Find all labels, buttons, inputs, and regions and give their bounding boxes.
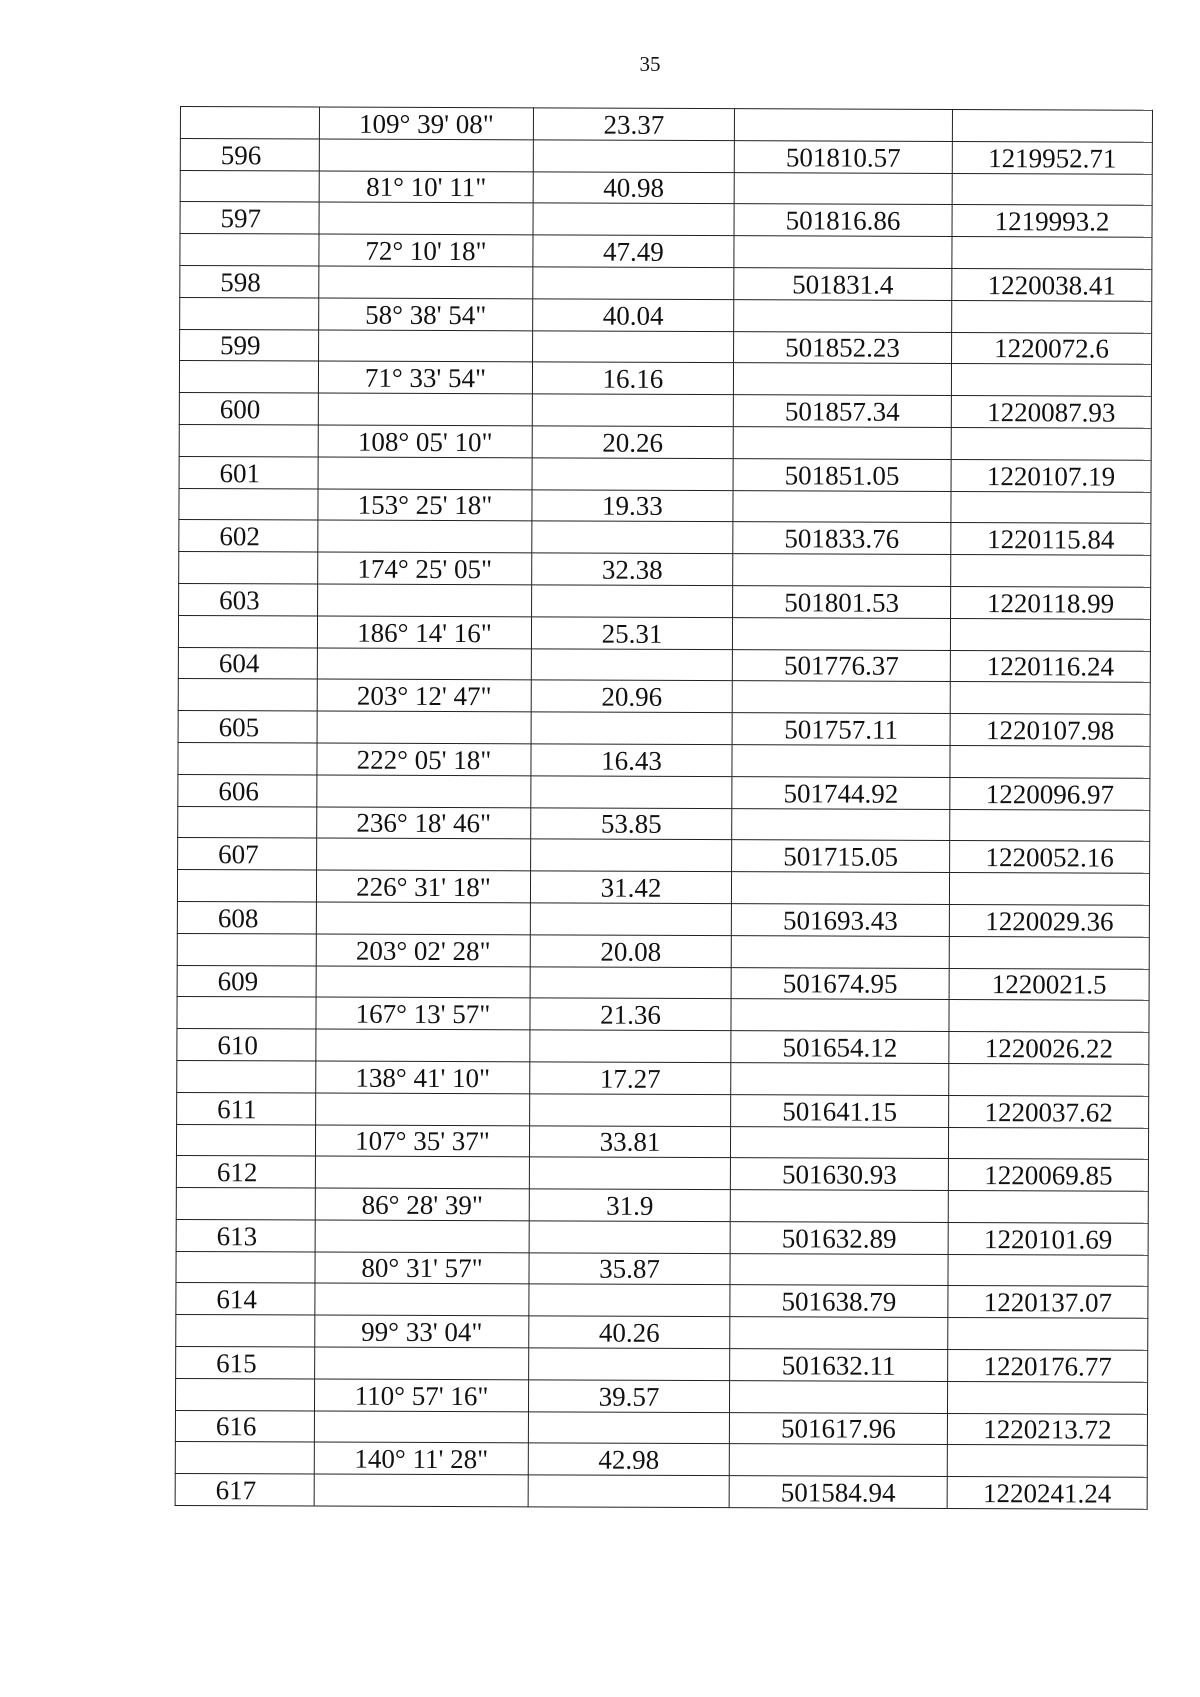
y-coordinate-cell xyxy=(951,427,1151,460)
table-row xyxy=(177,933,1149,969)
y-coordinate-cell xyxy=(952,173,1152,206)
x-coordinate-cell xyxy=(731,999,949,1032)
table-row xyxy=(180,265,1152,301)
x-coordinate-cell xyxy=(734,236,952,269)
table-row xyxy=(178,742,1150,778)
bearing-angle-cell: 226° 31' 18" xyxy=(316,870,530,903)
x-coordinate-cell xyxy=(734,172,952,205)
point-number-cell: 602 xyxy=(179,520,318,552)
bearing-angle-cell xyxy=(316,1029,530,1062)
table-row xyxy=(178,806,1150,842)
point-number-cell xyxy=(179,424,318,456)
x-coordinate-cell: 501654.12 xyxy=(731,1031,949,1064)
y-coordinate-cell xyxy=(948,1127,1148,1160)
distance-cell: 42.98 xyxy=(528,1443,729,1476)
coordinate-table-body xyxy=(175,107,1152,1510)
table-row xyxy=(177,901,1149,937)
distance-cell xyxy=(532,458,733,491)
x-coordinate-cell: 501715.05 xyxy=(732,840,950,873)
distance-cell: 53.85 xyxy=(531,807,732,840)
distance-cell: 40.26 xyxy=(529,1316,730,1349)
point-number-cell: 603 xyxy=(179,583,318,615)
bearing-angle-cell xyxy=(318,457,532,490)
table-row xyxy=(179,424,1151,460)
bearing-angle-cell xyxy=(319,202,533,235)
table-row xyxy=(175,1442,1147,1478)
bearing-angle-cell xyxy=(316,966,530,999)
distance-cell xyxy=(531,712,732,745)
y-coordinate-cell xyxy=(952,237,1152,270)
point-number-cell xyxy=(178,742,317,774)
point-number-cell: 607 xyxy=(178,838,317,870)
distance-cell xyxy=(533,140,734,173)
table-row xyxy=(177,870,1149,906)
distance-cell xyxy=(529,1284,730,1317)
bearing-angle-cell: 107° 35' 37" xyxy=(315,1125,529,1158)
distance-cell xyxy=(528,1412,729,1445)
x-coordinate-cell xyxy=(731,872,949,905)
y-coordinate-cell: 1220029.36 xyxy=(949,904,1149,937)
bearing-angle-cell: 99° 33' 04" xyxy=(315,1315,529,1348)
distance-cell xyxy=(533,267,734,300)
page-number: 35 xyxy=(639,52,661,76)
point-number-cell: 615 xyxy=(176,1347,315,1379)
table-row xyxy=(179,393,1151,429)
point-number-cell: 601 xyxy=(179,456,318,488)
bearing-angle-cell xyxy=(317,838,531,871)
point-number-cell xyxy=(177,870,316,902)
distance-cell: 16.43 xyxy=(531,744,732,777)
bearing-angle-cell xyxy=(316,1093,530,1126)
point-number-cell xyxy=(176,1315,315,1347)
y-coordinate-cell xyxy=(951,555,1151,588)
x-coordinate-cell: 501857.34 xyxy=(733,395,951,428)
x-coordinate-cell: 501617.96 xyxy=(729,1412,947,1445)
distance-cell xyxy=(531,776,732,809)
y-coordinate-cell xyxy=(950,809,1150,842)
bearing-angle-cell xyxy=(314,1474,528,1507)
distance-cell: 20.08 xyxy=(530,935,731,968)
table-row xyxy=(176,1347,1148,1383)
table-row xyxy=(177,1029,1149,1065)
table-row xyxy=(179,361,1151,397)
distance-cell: 31.9 xyxy=(529,1189,730,1222)
bearing-angle-cell xyxy=(319,330,533,363)
y-coordinate-cell: 1220101.69 xyxy=(948,1222,1148,1255)
y-coordinate-cell xyxy=(952,109,1152,142)
bearing-angle-cell xyxy=(319,266,533,299)
table-row xyxy=(178,838,1150,874)
point-number-cell xyxy=(177,1060,316,1092)
distance-cell: 35.87 xyxy=(529,1253,730,1286)
table-row xyxy=(177,965,1149,1001)
point-number-cell: 617 xyxy=(175,1474,314,1506)
bearing-angle-cell: 222° 05' 18" xyxy=(317,743,531,776)
x-coordinate-cell: 501810.57 xyxy=(734,140,952,173)
bearing-angle-cell xyxy=(317,711,531,744)
table-row xyxy=(180,234,1152,270)
point-number-cell: 611 xyxy=(177,1092,316,1124)
y-coordinate-cell: 1220037.62 xyxy=(949,1095,1149,1128)
table-row xyxy=(177,1092,1149,1128)
x-coordinate-cell xyxy=(729,1380,947,1413)
point-number-cell xyxy=(176,1188,315,1220)
bearing-angle-cell: 81° 10' 11" xyxy=(319,171,533,204)
x-coordinate-cell xyxy=(730,1317,948,1350)
x-coordinate-cell: 501801.53 xyxy=(733,586,951,619)
x-coordinate-cell: 501674.95 xyxy=(731,967,949,1000)
table-row xyxy=(180,138,1152,174)
bearing-angle-cell: 236° 18' 46" xyxy=(317,807,531,840)
bearing-angle-cell: 167° 13' 57" xyxy=(316,997,530,1030)
bearing-angle-cell: 138° 41' 10" xyxy=(316,1061,530,1094)
table-row xyxy=(180,170,1152,206)
table-row xyxy=(178,774,1150,810)
table-row xyxy=(179,456,1151,492)
x-coordinate-cell: 501641.15 xyxy=(731,1094,949,1127)
x-coordinate-cell xyxy=(733,363,951,396)
x-coordinate-cell xyxy=(729,1444,947,1477)
bearing-angle-cell xyxy=(318,393,532,426)
distance-cell: 19.33 xyxy=(532,489,733,522)
y-coordinate-cell: 1220026.22 xyxy=(949,1032,1149,1065)
distance-cell xyxy=(530,966,731,999)
distance-cell xyxy=(531,839,732,872)
table-row xyxy=(180,297,1152,333)
y-coordinate-cell: 1219952.71 xyxy=(952,141,1152,174)
x-coordinate-cell xyxy=(733,554,951,587)
point-number-cell xyxy=(177,933,316,965)
y-coordinate-cell xyxy=(950,618,1150,651)
table-row xyxy=(180,202,1152,238)
point-number-cell xyxy=(176,1124,315,1156)
table-row xyxy=(178,647,1150,683)
x-coordinate-cell xyxy=(731,1063,949,1096)
distance-cell: 47.49 xyxy=(533,235,734,268)
distance-cell xyxy=(530,1030,731,1063)
point-number-cell: 600 xyxy=(179,393,318,425)
table-row xyxy=(176,1156,1148,1192)
bearing-angle-cell: 72° 10' 18" xyxy=(319,234,533,267)
x-coordinate-cell: 501776.37 xyxy=(732,649,950,682)
bearing-angle-cell xyxy=(317,775,531,808)
point-number-cell: 613 xyxy=(176,1219,315,1251)
distance-cell xyxy=(530,1094,731,1127)
distance-cell xyxy=(533,330,734,363)
y-coordinate-cell: 1220021.5 xyxy=(949,968,1149,1001)
point-number-cell xyxy=(176,1251,315,1283)
table-row xyxy=(176,1315,1148,1351)
distance-cell xyxy=(530,903,731,936)
table-row xyxy=(178,615,1150,651)
x-coordinate-cell: 501584.94 xyxy=(729,1476,947,1509)
bearing-angle-cell: 71° 33' 54" xyxy=(318,361,532,394)
table-row xyxy=(176,1219,1148,1255)
y-coordinate-cell xyxy=(947,1381,1147,1414)
x-coordinate-cell: 501851.05 xyxy=(733,458,951,491)
point-number-cell: 596 xyxy=(180,138,319,170)
y-coordinate-cell xyxy=(950,745,1150,778)
distance-cell: 40.04 xyxy=(533,299,734,332)
x-coordinate-cell xyxy=(732,808,950,841)
bearing-angle-cell xyxy=(318,584,532,617)
y-coordinate-cell: 1220052.16 xyxy=(950,841,1150,874)
distance-cell: 23.37 xyxy=(533,108,734,141)
distance-cell xyxy=(532,521,733,554)
y-coordinate-cell xyxy=(948,1318,1148,1351)
x-coordinate-cell xyxy=(733,427,951,460)
point-number-cell: 597 xyxy=(180,202,319,234)
bearing-angle-cell xyxy=(315,1347,529,1380)
table-row xyxy=(177,997,1149,1033)
distance-cell xyxy=(532,585,733,618)
y-coordinate-cell: 1220213.72 xyxy=(947,1413,1147,1446)
table-row xyxy=(179,583,1151,619)
bearing-angle-cell xyxy=(315,1284,529,1317)
y-coordinate-cell xyxy=(949,1000,1149,1033)
distance-cell xyxy=(528,1475,729,1508)
point-number-cell xyxy=(179,361,318,393)
y-coordinate-cell: 1220116.24 xyxy=(950,650,1150,683)
bearing-angle-cell xyxy=(315,1156,529,1189)
distance-cell: 33.81 xyxy=(529,1125,730,1158)
point-number-cell xyxy=(177,997,316,1029)
x-coordinate-cell xyxy=(734,109,952,142)
x-coordinate-cell xyxy=(732,617,950,650)
x-coordinate-cell: 501638.79 xyxy=(730,1285,948,1318)
point-number-cell: 608 xyxy=(177,901,316,933)
point-number-cell: 598 xyxy=(180,265,319,297)
x-coordinate-cell xyxy=(732,681,950,714)
point-number-cell xyxy=(178,679,317,711)
bearing-angle-cell: 80° 31' 57" xyxy=(315,1252,529,1285)
bearing-angle-cell xyxy=(315,1220,529,1253)
bearing-angle-cell: 109° 39' 08" xyxy=(319,107,533,140)
distance-cell xyxy=(529,1221,730,1254)
y-coordinate-cell: 1220072.6 xyxy=(952,332,1152,365)
table-row xyxy=(176,1251,1148,1287)
x-coordinate-cell: 501833.76 xyxy=(733,522,951,555)
point-number-cell xyxy=(178,806,317,838)
point-number-cell: 605 xyxy=(178,711,317,743)
coordinate-table xyxy=(175,106,1153,1510)
x-coordinate-cell: 501831.4 xyxy=(734,268,952,301)
x-coordinate-cell: 501632.89 xyxy=(730,1222,948,1255)
y-coordinate-cell xyxy=(947,1445,1147,1478)
point-number-cell xyxy=(179,488,318,520)
bearing-angle-cell: 203° 02' 28" xyxy=(316,934,530,967)
y-coordinate-cell xyxy=(948,1191,1148,1224)
point-number-cell: 599 xyxy=(180,329,319,361)
y-coordinate-cell: 1220087.93 xyxy=(951,396,1151,429)
distance-cell: 17.27 xyxy=(530,1062,731,1095)
table-row xyxy=(178,711,1150,747)
point-number-cell xyxy=(179,552,318,584)
x-coordinate-cell: 501632.11 xyxy=(730,1349,948,1382)
table-row xyxy=(176,1283,1148,1319)
y-coordinate-cell xyxy=(949,873,1149,906)
y-coordinate-cell xyxy=(951,491,1151,524)
x-coordinate-cell: 501630.93 xyxy=(730,1158,948,1191)
table-row xyxy=(179,552,1151,588)
distance-cell: 39.57 xyxy=(528,1380,729,1413)
bearing-angle-cell: 108° 05' 10" xyxy=(318,425,532,458)
distance-cell: 21.36 xyxy=(530,998,731,1031)
table-row xyxy=(176,1188,1148,1224)
y-coordinate-cell: 1220096.97 xyxy=(950,777,1150,810)
y-coordinate-cell: 1220069.85 xyxy=(948,1159,1148,1192)
bearing-angle-cell: 58° 38' 54" xyxy=(319,298,533,331)
point-number-cell: 616 xyxy=(175,1410,314,1442)
y-coordinate-cell: 1219993.2 xyxy=(952,205,1152,238)
point-number-cell: 609 xyxy=(177,965,316,997)
bearing-angle-cell: 140° 11' 28" xyxy=(314,1442,528,1475)
bearing-angle-cell: 174° 25' 05" xyxy=(318,552,532,585)
distance-cell xyxy=(529,1348,730,1381)
bearing-angle-cell: 110° 57' 16" xyxy=(314,1379,528,1412)
point-number-cell xyxy=(180,107,319,139)
distance-cell: 31.42 xyxy=(530,871,731,904)
table-row xyxy=(175,1474,1147,1510)
table-row xyxy=(177,1060,1149,1096)
distance-cell: 20.96 xyxy=(531,680,732,713)
bearing-angle-cell xyxy=(318,520,532,553)
distance-cell xyxy=(531,648,732,681)
x-coordinate-cell xyxy=(731,935,949,968)
point-number-cell: 606 xyxy=(178,774,317,806)
table-row xyxy=(179,520,1151,556)
table-row xyxy=(176,1124,1148,1160)
x-coordinate-cell: 501757.11 xyxy=(732,713,950,746)
y-coordinate-cell xyxy=(951,364,1151,397)
point-number-cell: 604 xyxy=(178,647,317,679)
bearing-angle-cell: 186° 14' 16" xyxy=(317,616,531,649)
bearing-angle-cell: 203° 12' 47" xyxy=(317,679,531,712)
point-number-cell: 614 xyxy=(176,1283,315,1315)
y-coordinate-cell xyxy=(952,300,1152,333)
distance-cell: 16.16 xyxy=(532,362,733,395)
x-coordinate-cell xyxy=(732,745,950,778)
bearing-angle-cell xyxy=(319,139,533,172)
point-number-cell: 612 xyxy=(176,1156,315,1188)
y-coordinate-cell: 1220241.24 xyxy=(947,1477,1147,1510)
y-coordinate-cell xyxy=(948,1254,1148,1287)
point-number-cell xyxy=(180,170,319,202)
x-coordinate-cell: 501852.23 xyxy=(734,331,952,364)
bearing-angle-cell: 86° 28' 39" xyxy=(315,1188,529,1221)
x-coordinate-cell: 501693.43 xyxy=(731,904,949,937)
x-coordinate-cell xyxy=(734,299,952,332)
point-number-cell xyxy=(178,615,317,647)
distance-cell: 40.98 xyxy=(533,171,734,204)
point-number-cell xyxy=(180,234,319,266)
bearing-angle-cell xyxy=(317,648,531,681)
table-row xyxy=(180,107,1152,143)
distance-cell: 20.26 xyxy=(532,426,733,459)
bearing-angle-cell: 153° 25' 18" xyxy=(318,489,532,522)
y-coordinate-cell: 1220137.07 xyxy=(948,1286,1148,1319)
x-coordinate-cell: 501816.86 xyxy=(734,204,952,237)
table-row xyxy=(179,488,1151,524)
x-coordinate-cell xyxy=(730,1190,948,1223)
y-coordinate-cell xyxy=(949,936,1149,969)
bearing-angle-cell xyxy=(316,902,530,935)
point-number-cell xyxy=(175,1442,314,1474)
table-row xyxy=(178,679,1150,715)
table-row xyxy=(180,329,1152,365)
point-number-cell: 610 xyxy=(177,1029,316,1061)
y-coordinate-cell: 1220038.41 xyxy=(952,268,1152,301)
bearing-angle-cell xyxy=(314,1411,528,1444)
x-coordinate-cell xyxy=(730,1253,948,1286)
y-coordinate-cell xyxy=(950,682,1150,715)
distance-cell: 32.38 xyxy=(532,553,733,586)
y-coordinate-cell: 1220115.84 xyxy=(951,523,1151,556)
point-number-cell xyxy=(175,1378,314,1410)
x-coordinate-cell: 501744.92 xyxy=(732,776,950,809)
y-coordinate-cell: 1220118.99 xyxy=(951,586,1151,619)
distance-cell: 25.31 xyxy=(531,617,732,650)
point-number-cell xyxy=(180,297,319,329)
distance-cell xyxy=(533,203,734,236)
x-coordinate-cell xyxy=(730,1126,948,1159)
x-coordinate-cell xyxy=(733,490,951,523)
table-row xyxy=(175,1410,1147,1446)
y-coordinate-cell: 1220107.19 xyxy=(951,459,1151,492)
y-coordinate-cell: 1220176.77 xyxy=(948,1350,1148,1383)
y-coordinate-cell xyxy=(949,1063,1149,1096)
table-row xyxy=(175,1378,1147,1414)
distance-cell xyxy=(529,1157,730,1190)
distance-cell xyxy=(532,394,733,427)
y-coordinate-cell: 1220107.98 xyxy=(950,714,1150,747)
